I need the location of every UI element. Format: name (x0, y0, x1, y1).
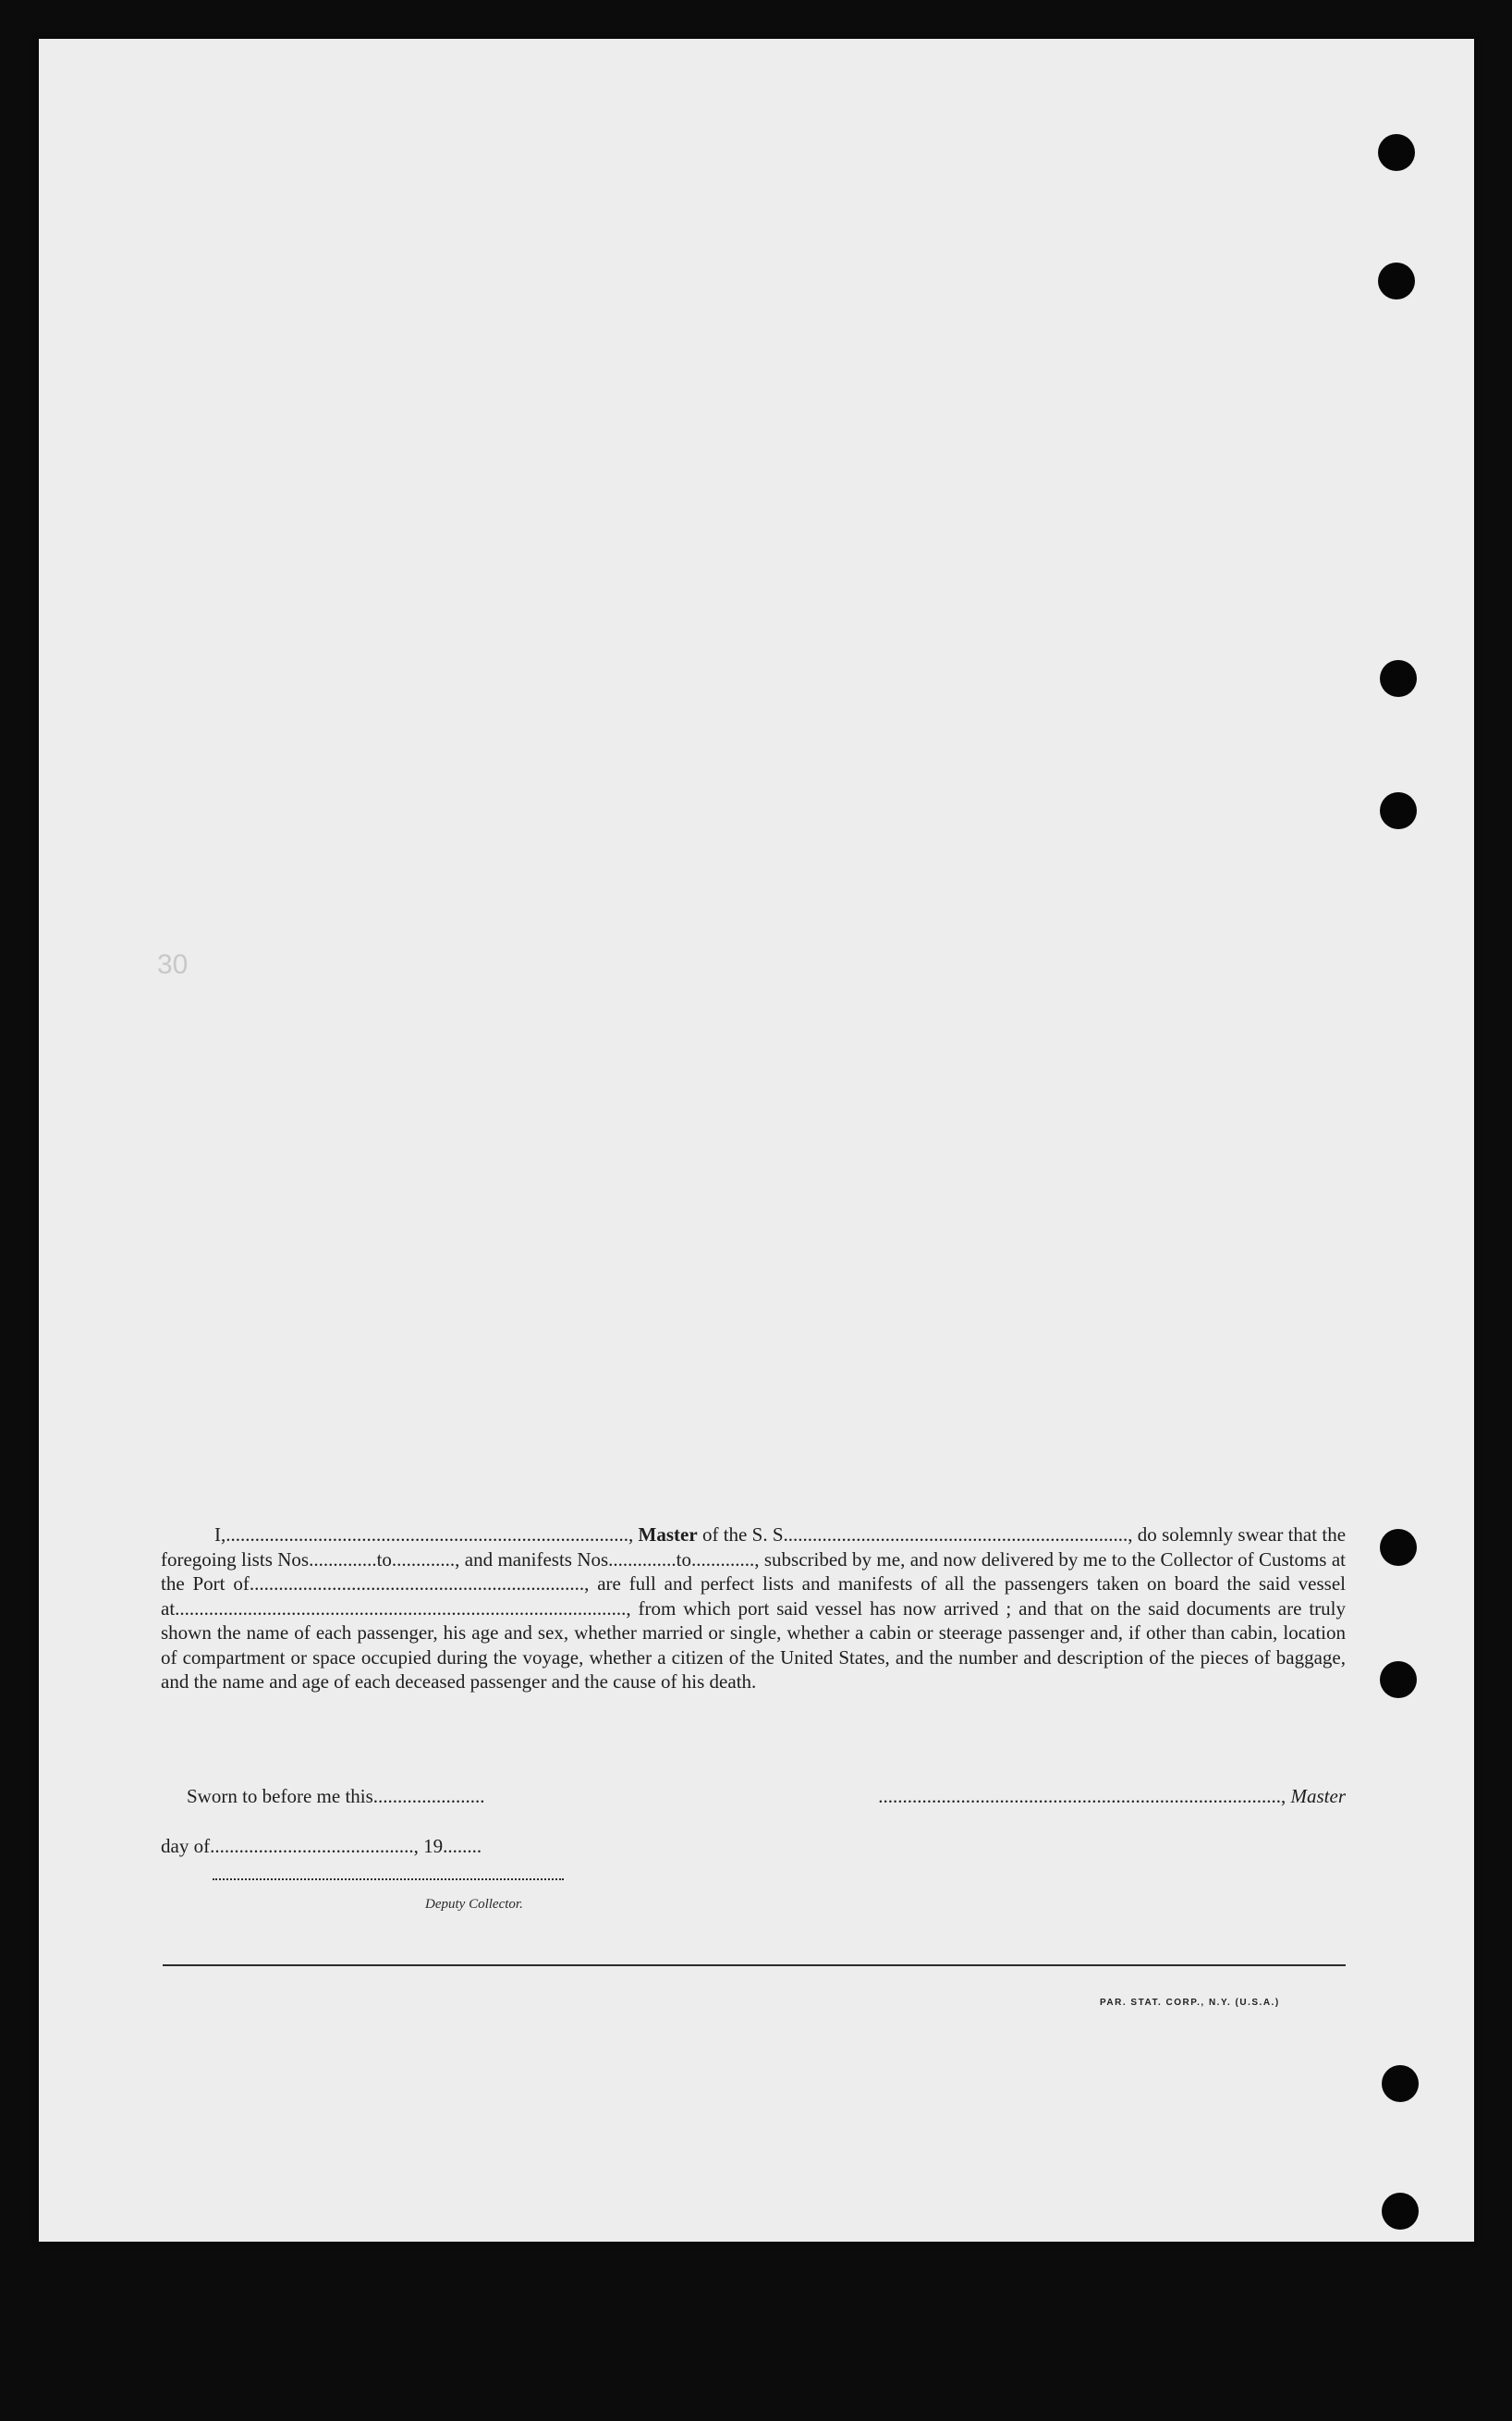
punch-hole (1378, 263, 1415, 300)
oath-body: of the S. S......................................................................., do solemnly swear that the foregoing lists Nos..............to............., and manifests Nos..............to............., subscribed by me, and now delivered by me to the Collector of Customs at the Port of....................................................................., are full and perfect lists and manifests of all the passengers taken on board the said vessel at............................................................................................., from which port said vessel has now arrived ; and that on the said documents are truly shown the name of each passenger, his age and sex, whether married or single, whether a cabin or steerage passenger and, if other than cabin, location of compartment or space occupied during the voyage, whether a citizen of the United States, and the number and description of the pieces of baggage, and the name and age of each deceased passenger and the cause of his death. (161, 1523, 1347, 1693)
manifest-page (39, 39, 1474, 2242)
master-oath-paragraph (161, 1522, 1346, 1694)
horizontal-rule (163, 1964, 1346, 1966)
day-of-line: day of.........................................., 19........ (161, 1835, 482, 1857)
punch-hole (1380, 1661, 1417, 1698)
punch-hole (1382, 2065, 1419, 2102)
punch-hole (1380, 792, 1417, 829)
punch-hole (1382, 2193, 1419, 2230)
sworn-before-line: Sworn to before me this....................... (187, 1785, 485, 1807)
deputy-collector-label: Deputy Collector. (425, 1897, 523, 1912)
master-signature-line (863, 1785, 1346, 1808)
faint-stamp-number: 30 (157, 949, 189, 980)
oath-line1-prefix: I,..................................................................................., (214, 1523, 634, 1546)
punch-hole (1380, 1529, 1417, 1566)
punch-hole (1378, 134, 1415, 171)
printer-mark: PAR. STAT. CORP., N.Y. (U.S.A.) (1100, 1998, 1280, 2008)
deputy-signature-line (213, 1878, 564, 1880)
master-word: Master (638, 1523, 698, 1546)
master-signature-dots: ..................................................................................., (878, 1785, 1286, 1807)
punch-hole (1380, 660, 1417, 697)
master-signature-label: Master (1290, 1785, 1346, 1807)
